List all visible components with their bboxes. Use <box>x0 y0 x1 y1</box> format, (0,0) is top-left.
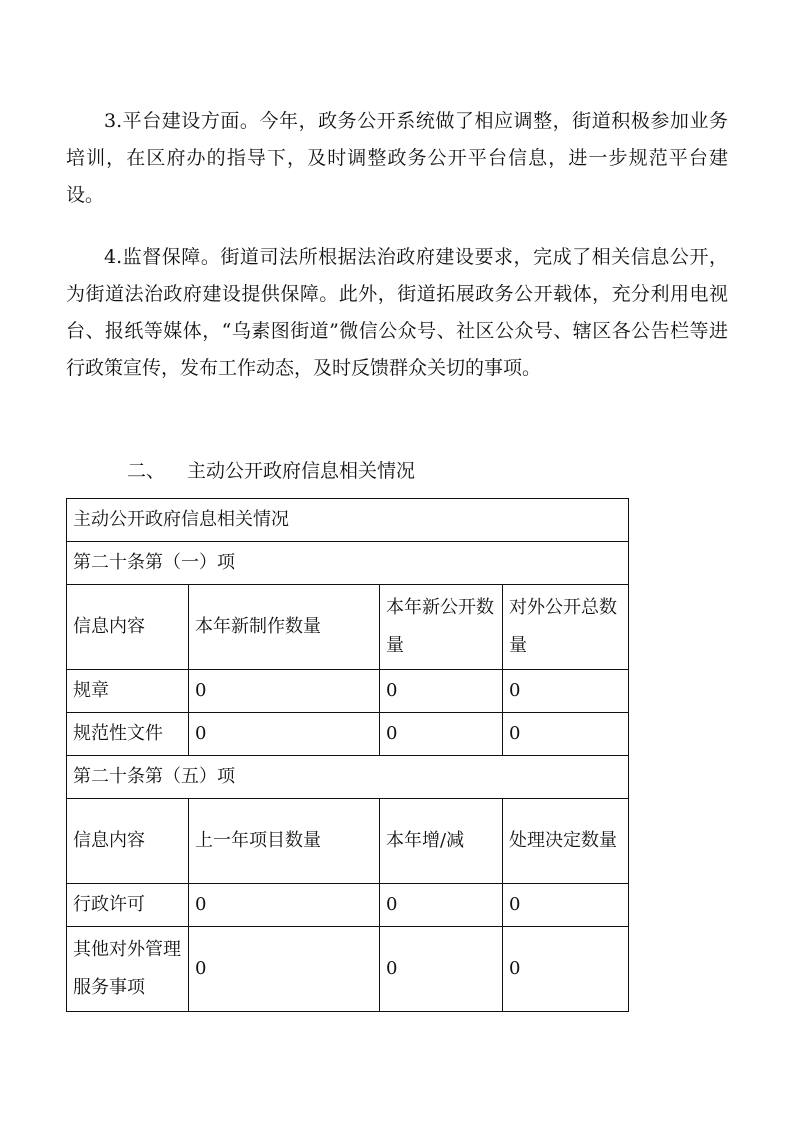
section-heading-text: 主动公开政府信息相关情况 <box>187 460 416 482</box>
section2-label: 第二十条第（五）项 <box>67 756 629 799</box>
table-cell: 0 <box>380 670 503 713</box>
table-cell: 规章 <box>67 670 189 713</box>
table-cell: 0 <box>189 927 380 1012</box>
table-cell: 0 <box>380 713 503 756</box>
table-row <box>67 670 629 713</box>
table-row <box>67 713 629 756</box>
paragraph-platform-construction: 3.平台建设方面。今年，政务公开系统做了相应调整，街道积极参加业务培训，在区府办的指导下，及时调整政务公开平台信息，进一步规范平台建设。 <box>66 110 728 206</box>
table-row <box>67 927 629 1012</box>
table-cell: 0 <box>503 884 629 927</box>
table-cell: 其他对外管理服务事项 <box>67 927 189 1012</box>
table-cell: 0 <box>503 927 629 1012</box>
table-cell: 0 <box>380 927 503 1012</box>
section-row <box>67 542 629 585</box>
section-heading-number: 二、 <box>127 460 166 482</box>
table-header-row <box>67 799 629 884</box>
table-cell: 0 <box>189 670 380 713</box>
table-cell: 0 <box>189 884 380 927</box>
table-cell: 0 <box>380 884 503 927</box>
paragraph-supervision-guarantee: 4.监督保障。街道司法所根据法治政府建设要求，完成了相关信息公开，为街道法治政府建设提供保障。此外，街道拓展政务公开载体，充分利用电视台、报纸等媒体，“乌素图街道”微信公众号、社区公众号、辖区各公告栏等进行政策宣传，发布工作动态，及时反馈群众关切的事项。 <box>66 246 728 379</box>
header-cell: 上一年项目数量 <box>189 799 380 884</box>
table-title-row <box>67 499 629 542</box>
header-cell: 信息内容 <box>67 585 189 670</box>
table-row <box>67 884 629 927</box>
table-cell: 0 <box>503 670 629 713</box>
table-header-row <box>67 585 629 670</box>
table-cell: 行政许可 <box>67 884 189 927</box>
section-heading <box>127 453 415 490</box>
table-title: 主动公开政府信息相关情况 <box>67 499 629 542</box>
section1-label: 第二十条第（一）项 <box>67 542 629 585</box>
header-cell: 本年新公开数量 <box>380 585 503 670</box>
header-cell: 对外公开总数量 <box>503 585 629 670</box>
table-cell: 规范性文件 <box>67 713 189 756</box>
header-cell: 本年新制作数量 <box>189 585 380 670</box>
section-row <box>67 756 629 799</box>
table-cell: 0 <box>189 713 380 756</box>
table-cell: 0 <box>503 713 629 756</box>
header-cell: 处理决定数量 <box>503 799 629 884</box>
header-cell: 本年增/减 <box>380 799 503 884</box>
header-cell: 信息内容 <box>67 799 189 884</box>
disclosure-table <box>66 498 629 1012</box>
